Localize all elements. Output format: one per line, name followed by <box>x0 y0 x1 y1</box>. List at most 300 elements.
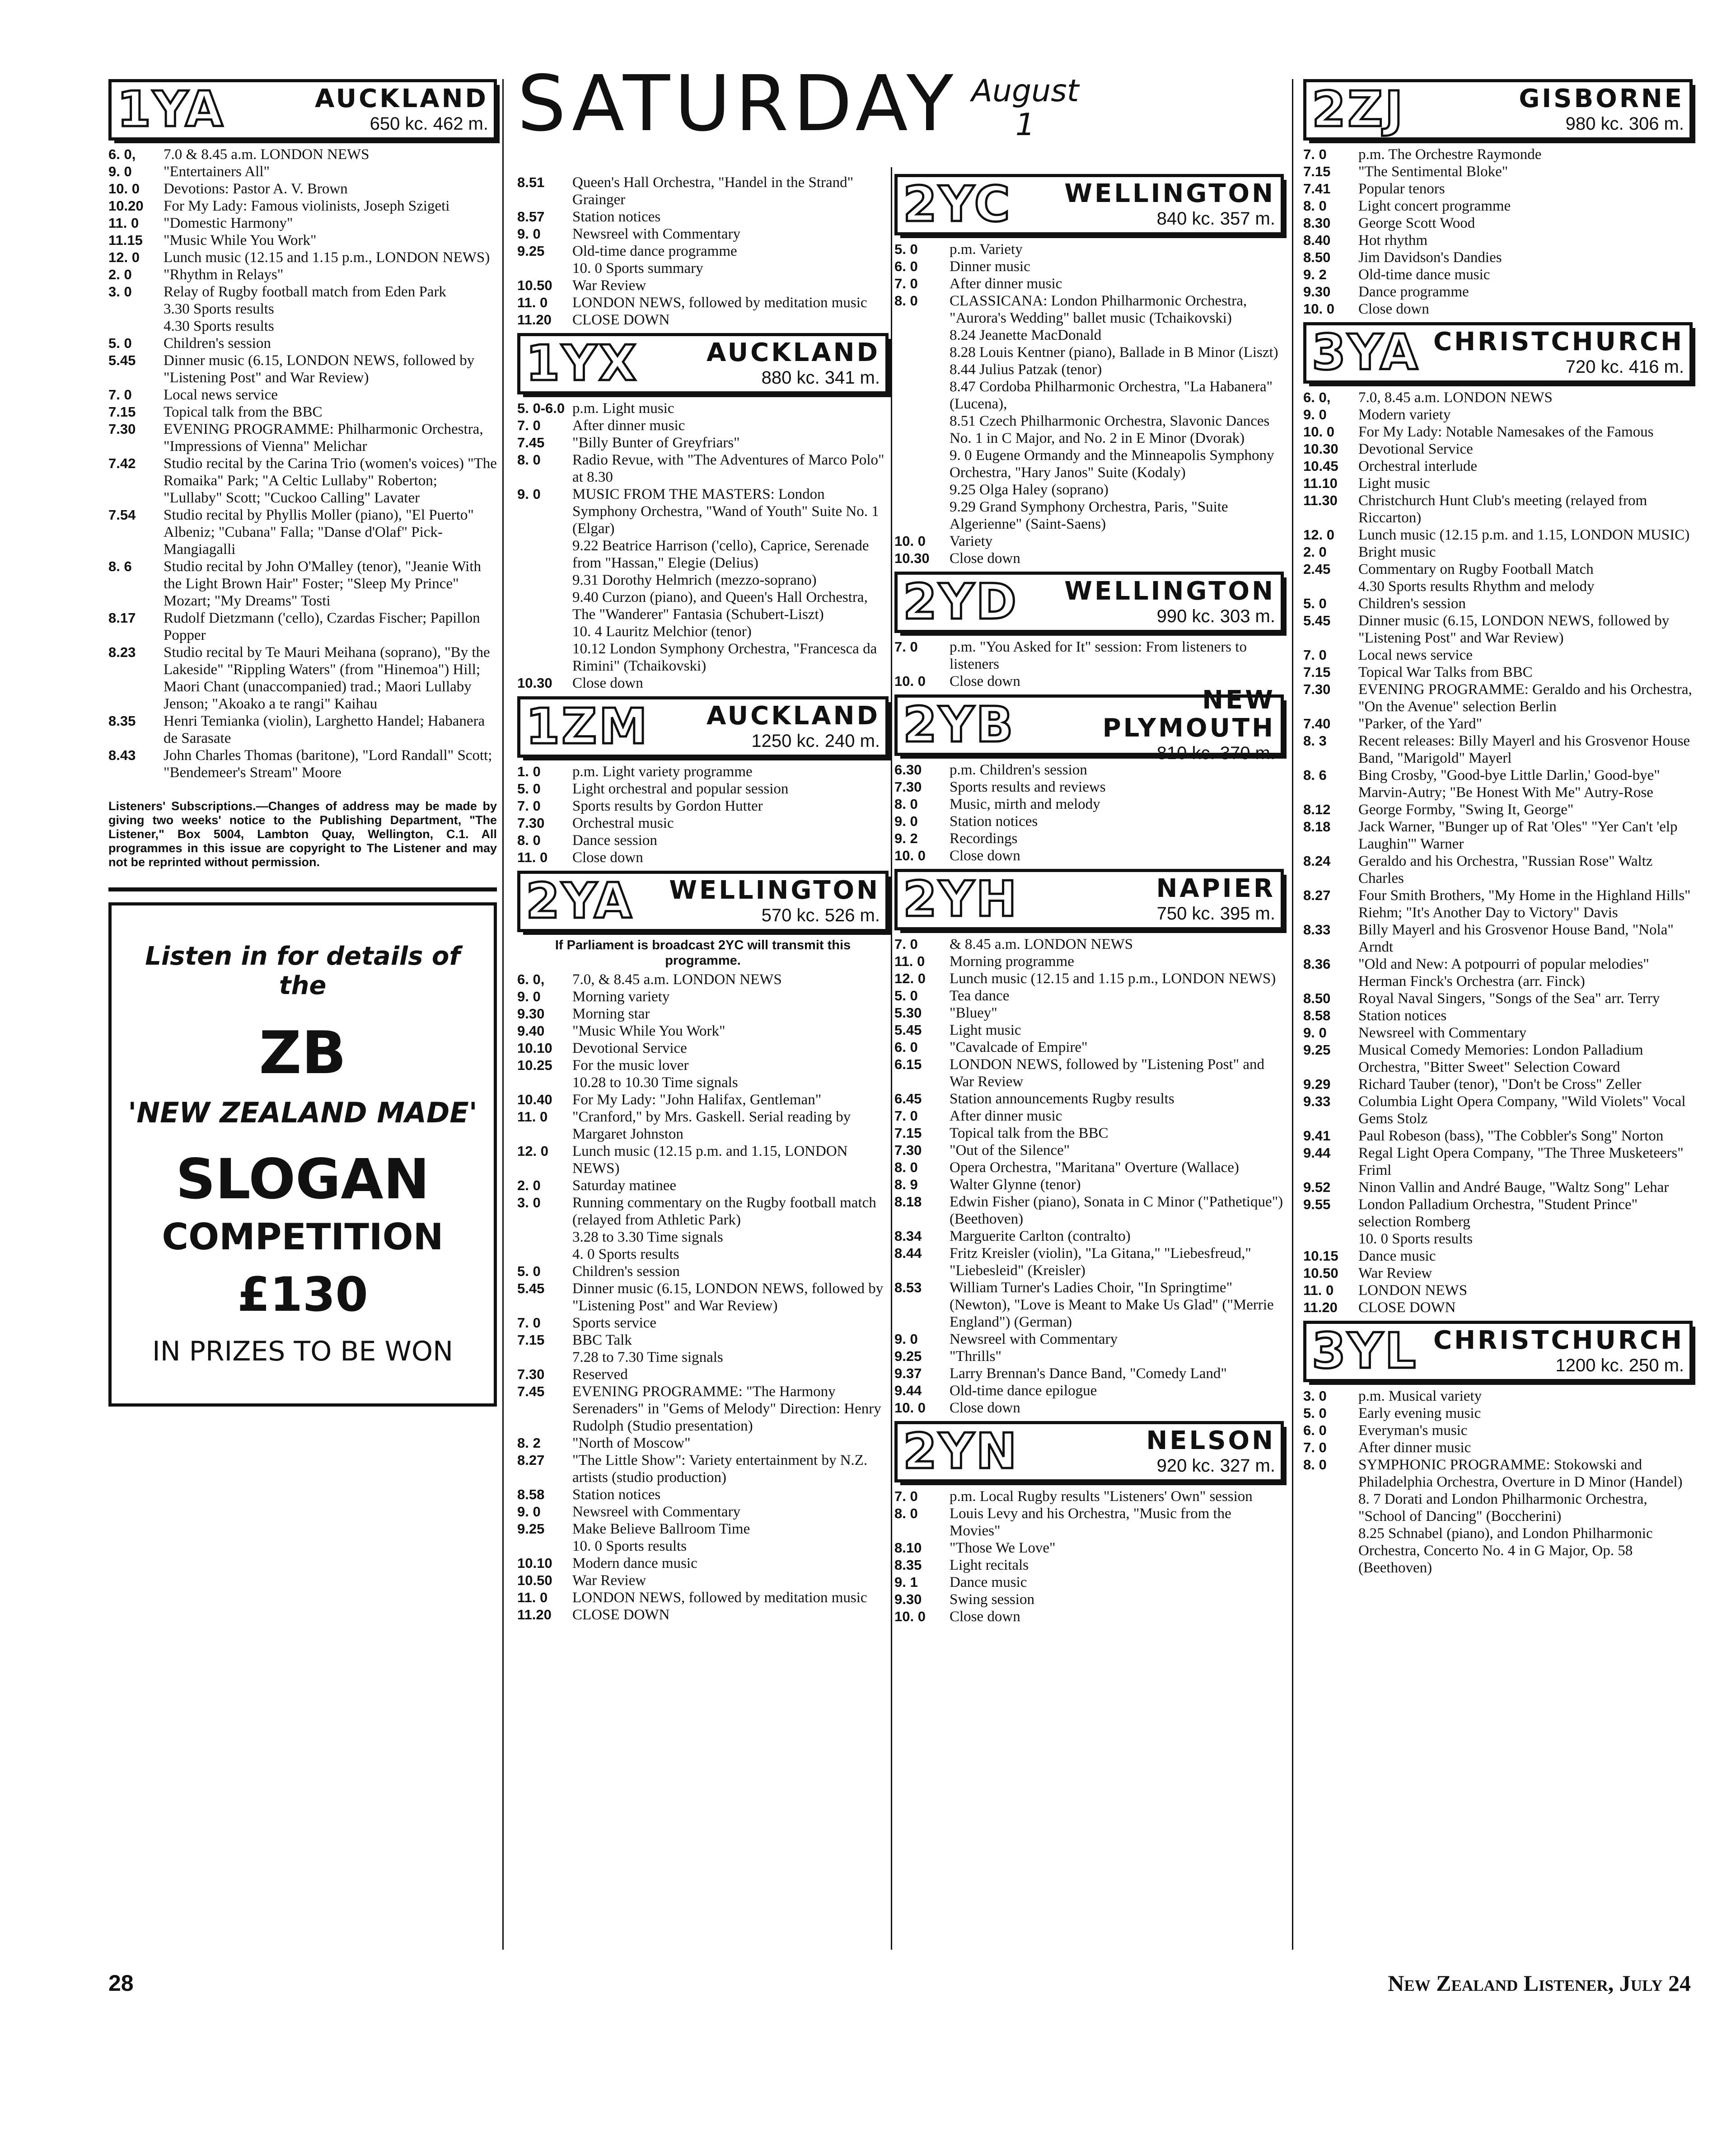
programme-entry <box>517 260 889 277</box>
programme-text: 4.30 Sports results <box>164 318 274 334</box>
programme-text: For the music lover <box>572 1057 689 1074</box>
programme-time <box>894 378 950 413</box>
programme-text: Children's session <box>1358 596 1466 612</box>
programme-time: 10.30 <box>517 675 552 691</box>
programme-time: 9. 1 <box>894 1574 918 1590</box>
programme-text: Lunch music (12.15 p.m. and 1.15, LONDON MUSIC) <box>1358 527 1690 543</box>
programme-entry <box>517 225 889 243</box>
programme-time: 6. 0 <box>894 258 918 274</box>
programme-time: 8. 0 <box>894 796 918 812</box>
programme-text: CLOSE DOWN <box>1358 1299 1456 1316</box>
programme-entry <box>1303 544 1693 561</box>
advert-line: SLOGAN <box>176 1147 430 1211</box>
programme-time: 8.33 <box>1303 922 1331 938</box>
programme-time <box>894 361 950 378</box>
programme-entry <box>108 249 497 266</box>
programme-text: Topical talk from the BBC <box>950 1125 1109 1141</box>
programme-time: 9.40 <box>517 1023 545 1039</box>
station-header <box>894 572 1284 633</box>
programme-text: Tea dance <box>950 988 1010 1004</box>
programme-time: 9. 2 <box>894 830 918 846</box>
programme-entry <box>894 987 1284 1004</box>
programme-time: 11. 0 <box>517 1109 548 1125</box>
programme-text: Sports results by Gordon Hutter <box>572 798 763 814</box>
page-footer: New Zealand Listener, July 24 <box>1388 1970 1691 1996</box>
station-header <box>108 79 497 141</box>
programme-time: 8.10 <box>894 1540 922 1556</box>
programme-entry <box>108 197 497 215</box>
programme-text: Studio recital by John O'Malley (tenor), "Jeanie With the Light Brown Hair" Foster; "Sleep My Prince" Mozart; "My Dreams" Tosti <box>164 558 481 609</box>
programme-entry <box>517 815 889 832</box>
programme-entry <box>1303 1196 1693 1230</box>
programme-text: Recordings <box>950 830 1018 847</box>
programme-text: Saturday matinee <box>572 1177 677 1194</box>
programme-list <box>517 971 889 1623</box>
programme-entry <box>1303 715 1693 732</box>
programme-time: 9.25 <box>894 1348 922 1364</box>
programme-entry <box>517 1074 889 1091</box>
station-city: NELSON <box>1146 1426 1275 1456</box>
programme-text: Walter Glynne (tenor) <box>950 1177 1081 1193</box>
programme-time: 6. 0 <box>894 1039 918 1055</box>
programme-time: 5. 0 <box>517 1263 541 1279</box>
programme-text: "Entertainers All" <box>164 164 270 180</box>
programme-text: "Domestic Harmony" <box>164 215 293 231</box>
programme-text: Commentary on Rugby Football Match <box>1358 561 1594 577</box>
programme-text: 7.0, & 8.45 a.m. LONDON NEWS <box>572 971 782 988</box>
programme-time: 8.40 <box>1303 232 1331 248</box>
programme-time: 11.20 <box>517 312 552 328</box>
programme-time: 11. 0 <box>517 295 548 310</box>
programme-time: 7.54 <box>108 507 136 523</box>
programme-text: p.m. The Orchestre Raymonde <box>1358 146 1542 163</box>
programme-text: Light recitals <box>950 1557 1029 1573</box>
programme-entry <box>1303 612 1693 647</box>
station-header <box>517 696 889 758</box>
programme-text: Recent releases: Billy Mayerl and his Grosvenor House Band, "Marigold" Mayerl <box>1358 733 1690 766</box>
station-callsign: 3YL <box>1312 1323 1418 1379</box>
station-frequency: 1200 kc. 250 m. <box>1555 1355 1684 1375</box>
programme-time: 10. 0 <box>1303 301 1334 317</box>
programme-entry <box>894 1193 1284 1228</box>
programme-time: 10. 0 <box>894 1609 926 1624</box>
programme-text: 8.28 Louis Kentner (piano), Ballade in B Minor (Liszt) <box>950 344 1278 361</box>
programme-text: Morning star <box>572 1006 650 1022</box>
programme-entry <box>1303 475 1693 492</box>
programme-text: "Rhythm in Relays" <box>164 267 284 283</box>
programme-time: 7.40 <box>1303 716 1331 732</box>
programme-entry <box>517 988 889 1005</box>
programme-entry <box>894 953 1284 970</box>
programme-entry <box>1303 1405 1693 1422</box>
programme-text: Variety <box>950 533 993 549</box>
programme-text: 10. 0 Sports results <box>572 1538 687 1554</box>
programme-text: Newsreel with Commentary <box>572 1504 741 1520</box>
programme-time: 11. 0 <box>517 1590 548 1605</box>
programme-list <box>894 761 1284 864</box>
station-note: If Parliament is broadcast 2YC will transmit this programme. <box>555 938 851 968</box>
programme-entry <box>517 1263 889 1280</box>
programme-time: 8.43 <box>108 747 136 763</box>
programme-time: 7. 0 <box>517 1315 541 1331</box>
programme-entry <box>894 761 1284 779</box>
programme-time: 7. 0 <box>1303 647 1327 663</box>
programme-text: 8.44 Julius Patzak (tenor) <box>950 361 1102 378</box>
advert-line: COMPETITION <box>162 1216 444 1258</box>
programme-time: 9.25 <box>1303 1042 1331 1058</box>
station-city: AUCKLAND <box>315 84 488 114</box>
programme-text: After dinner music <box>572 417 685 434</box>
programme-text: 9.22 Beatrice Harrison ('cello), Caprice, Serenade from "Hassan," Elegie (Delius) <box>572 538 869 571</box>
programme-time <box>517 640 572 675</box>
programme-entry <box>1303 1248 1693 1265</box>
programme-entry <box>1303 1145 1693 1179</box>
programme-text: Children's session <box>164 335 271 352</box>
programme-time: 8.24 <box>1303 853 1331 869</box>
programme-entry <box>1303 441 1693 458</box>
programme-entry <box>1303 801 1693 818</box>
programme-text: Close down <box>950 1400 1020 1416</box>
programme-entry <box>1303 458 1693 475</box>
station-header <box>894 174 1284 235</box>
programme-time: 8. 0 <box>894 1159 918 1175</box>
programme-text: 10. 0 Sports summary <box>572 260 703 277</box>
programme-time: 8. 0 <box>1303 1457 1327 1473</box>
programme-list <box>1303 389 1693 1316</box>
station-city: WELLINGTON <box>1064 577 1275 606</box>
programme-entry <box>894 1125 1284 1142</box>
programme-time: 5.30 <box>894 1005 922 1021</box>
programme-time: 7.15 <box>1303 664 1331 680</box>
programme-entry <box>1303 732 1693 767</box>
programme-time: 11.20 <box>1303 1299 1338 1315</box>
programme-entry <box>894 779 1284 796</box>
programme-time: 7.30 <box>517 1366 545 1382</box>
programme-time: 5. 0 <box>517 781 541 797</box>
programme-entry <box>517 780 889 797</box>
programme-text: Four Smith Brothers, "My Home in the Highland Hills" Riehm; "It's Another Day to Victory" Davis <box>1358 887 1691 921</box>
programme-time: 9.25 <box>517 1521 545 1537</box>
programme-entry <box>517 1435 889 1452</box>
programme-text: "The Little Show": Variety entertainment by N.Z. artists (studio production) <box>572 1452 868 1486</box>
programme-time: 8. 3 <box>1303 733 1327 749</box>
programme-entry <box>894 1557 1284 1574</box>
programme-time <box>108 300 164 318</box>
programme-time: 12. 0 <box>517 1143 548 1159</box>
programme-text: Lunch music (12.15 p.m. and 1.15, LONDON NEWS) <box>572 1143 848 1177</box>
station-frequency: 840 kc. 357 m. <box>1156 208 1275 229</box>
advert-line: Listen in for details of the <box>145 942 460 1000</box>
programme-entry <box>894 241 1284 258</box>
programme-time: 6.45 <box>894 1091 922 1107</box>
station-city: GISBORNE <box>1519 84 1684 114</box>
programme-time <box>1303 1525 1358 1576</box>
programme-time: 10.10 <box>517 1555 552 1571</box>
programme-entry <box>1303 1439 1693 1456</box>
programme-entry <box>1303 681 1693 715</box>
programme-time: 8.51 <box>517 174 545 190</box>
station-header <box>894 1421 1284 1482</box>
programme-time: 8.50 <box>1303 249 1331 265</box>
programme-entry <box>517 1194 889 1229</box>
station-city: AUCKLAND <box>707 338 880 368</box>
programme-text: "Thrills" <box>950 1348 1001 1365</box>
programme-text: Reserved <box>572 1366 628 1383</box>
programme-time: 9. 2 <box>1303 267 1327 282</box>
programme-time: 8.18 <box>1303 819 1331 835</box>
programme-text: 8.24 Jeanette MacDonald <box>950 327 1102 343</box>
programme-entry <box>894 1107 1284 1125</box>
programme-entry <box>894 258 1284 275</box>
programme-text: Close down <box>950 673 1020 690</box>
programme-text: p.m. Light variety programme <box>572 764 753 780</box>
programme-time <box>1303 578 1358 595</box>
programme-text: After dinner music <box>1358 1440 1471 1456</box>
programme-text: Music, mirth and melody <box>950 796 1100 812</box>
programme-entry <box>517 1520 889 1538</box>
programme-entry <box>1303 990 1693 1007</box>
programme-time: 7. 0 <box>517 798 541 814</box>
programme-time <box>517 572 572 589</box>
programme-text: War Review <box>572 277 646 294</box>
programme-entry <box>1303 853 1693 887</box>
programme-time: 8. 6 <box>108 558 132 574</box>
advert-line: £130 <box>237 1267 368 1322</box>
programme-time: 10.50 <box>1303 1265 1338 1281</box>
programme-text: "Billy Bunter of Greyfriars" <box>572 435 740 451</box>
programme-text: Richard Tauber (tenor), "Don't be Cross" Zeller <box>1358 1076 1642 1093</box>
station-callsign: 2YC <box>903 176 1012 233</box>
programme-text: Regal Light Opera Company, "The Three Musketeers" Friml <box>1358 1145 1684 1178</box>
programme-entry <box>517 294 889 311</box>
programme-text: Light orchestral and popular session <box>572 781 789 797</box>
station-callsign: 1YA <box>117 81 225 138</box>
programme-entry <box>517 1246 889 1263</box>
programme-list <box>894 241 1284 567</box>
competition-advert <box>108 902 497 1407</box>
programme-text: 7.28 to 7.30 Time signals <box>572 1349 723 1365</box>
programme-time: 7. 0 <box>894 936 918 952</box>
programme-text: "Music While You Work" <box>572 1023 725 1039</box>
programme-entry <box>1303 526 1693 544</box>
programme-text: Running commentary on the Rugby football match (relayed from Athletic Park) <box>572 1195 876 1228</box>
programme-time: 8.35 <box>894 1557 922 1573</box>
programme-text: Sports service <box>572 1315 657 1331</box>
programme-time <box>517 623 572 640</box>
programme-entry <box>517 1383 889 1435</box>
programme-list <box>1303 146 1693 318</box>
programme-entry <box>894 550 1284 567</box>
programme-text: Modern dance music <box>572 1555 697 1571</box>
programme-entry <box>517 208 889 225</box>
programme-time: 8. 9 <box>894 1177 918 1192</box>
programme-entry <box>108 713 497 747</box>
programme-text: John Charles Thomas (baritone), "Lord Randall" Scott; "Bendemeer's Stream" Moore <box>164 747 492 781</box>
programme-text: Orchestral interlude <box>1358 458 1477 474</box>
programme-text: Studio recital by Phyllis Moller (piano), "El Puerto" Albeniz; "Cubana" Falla; "Danse d'Olaf" Pick-Mangiagalli <box>164 507 474 558</box>
programme-text: 9. 0 Eugene Ormandy and the Minneapolis Symphony Orchestra, "Hary Janos" Suite (Kodaly) <box>950 447 1274 481</box>
programme-entry <box>517 1314 889 1332</box>
programme-text: 3.30 Sports results <box>164 301 274 317</box>
station-callsign: 3YA <box>1312 324 1420 381</box>
programme-text: & 8.45 a.m. LONDON NEWS <box>950 936 1133 952</box>
programme-list <box>1303 1388 1693 1576</box>
programme-time: 6. 0, <box>517 971 545 987</box>
programme-entry <box>894 533 1284 550</box>
programme-time: 8.27 <box>517 1452 545 1468</box>
programme-text: For My Lady: "John Halifax, Gentleman" <box>572 1092 822 1108</box>
programme-entry <box>517 1589 889 1606</box>
programme-time: 9.41 <box>1303 1128 1331 1144</box>
programme-text: Close down <box>950 1609 1020 1625</box>
programme-time: 7.15 <box>894 1125 922 1141</box>
programme-entry <box>894 1039 1284 1056</box>
programme-text: Light music <box>1358 475 1430 492</box>
programme-time: 8.57 <box>517 209 545 225</box>
programme-text: Close down <box>572 849 643 866</box>
programme-text: Devotional Service <box>572 1040 687 1056</box>
programme-time <box>517 1246 572 1263</box>
programme-entry <box>517 486 889 537</box>
programme-text: Early evening music <box>1358 1405 1481 1421</box>
programme-text: Dance music <box>1358 1248 1436 1264</box>
programme-text: 9.29 Grand Symphony Orchestra, Paris, "Suite Algerienne" (Saint-Saens) <box>950 499 1228 532</box>
programme-entry <box>517 572 889 589</box>
programme-entry <box>1303 492 1693 526</box>
programme-time: 10.30 <box>1303 441 1338 457</box>
programme-time: 9. 0 <box>1303 407 1327 422</box>
programme-time: 6.30 <box>894 762 922 778</box>
programme-time: 9. 0 <box>894 1331 918 1347</box>
programme-entry <box>1303 578 1693 595</box>
programme-entry <box>894 1348 1284 1365</box>
programme-entry <box>517 537 889 572</box>
programme-time <box>517 260 572 277</box>
station-callsign: 1ZM <box>526 699 649 755</box>
programme-entry <box>517 849 889 866</box>
programme-text: Geraldo and his Orchestra, "Russian Rose" Waltz Charles <box>1358 853 1653 887</box>
programme-time: 6.15 <box>894 1056 922 1072</box>
programme-text: MUSIC FROM THE MASTERS: London Symphony Orchestra, "Wand of Youth" Suite No. 1 (Elgar) <box>572 486 879 537</box>
programme-entry <box>894 638 1284 673</box>
programme-time <box>894 413 950 447</box>
programme-entry <box>108 610 497 644</box>
station-callsign: 1YX <box>526 335 638 392</box>
programme-entry <box>1303 249 1693 266</box>
programme-text: SYMPHONIC PROGRAMME: Stokowski and Philadelphia Orchestra, Overture in D Minor (Handel) <box>1358 1457 1683 1490</box>
programme-text: Dinner music (6.15, LONDON NEWS, followed by "Listening Post" and War Review) <box>164 352 475 386</box>
programme-entry <box>517 589 889 623</box>
programme-text: Studio recital by Te Mauri Meihana (soprano), "By the Lakeside" "Rippling Waters" (from "Hinemoa") Hill; Maori Chant (unaccompanied) trad.; Maori Lullaby Jenson; "Akoako a te rangi" Kaihau <box>164 644 490 712</box>
programme-list <box>894 936 1284 1417</box>
programme-time: 9.30 <box>1303 284 1331 300</box>
programme-entry <box>108 318 497 335</box>
programme-text: Jack Warner, "Bunger up of Rat 'Oles" "Yer Can't 'elp Laughin'" Warner <box>1358 819 1678 852</box>
programme-entry <box>894 327 1284 344</box>
programme-entry <box>517 1538 889 1555</box>
programme-time: 11.15 <box>108 232 143 248</box>
programme-text: London Palladium Orchestra, "Student Prince" selection Romberg <box>1358 1196 1638 1230</box>
programme-entry <box>1303 423 1693 441</box>
station-frequency: 920 kc. 327 m. <box>1156 1455 1275 1476</box>
programme-text: "Old and New: A potpourri of popular melodies" Herman Finck's Orchestra (arr. Finck) <box>1358 956 1649 990</box>
programme-text: Topical War Talks from BBC <box>1358 664 1533 680</box>
programme-text: Station notices <box>572 209 661 225</box>
month: August <box>971 73 1079 109</box>
programme-time: 9.44 <box>1303 1145 1331 1161</box>
programme-time <box>517 1349 572 1366</box>
programme-entry <box>517 1143 889 1177</box>
station-header <box>517 333 889 394</box>
station-callsign: 2YD <box>903 574 1018 630</box>
programme-text: Jim Davidson's Dandies <box>1358 249 1502 266</box>
programme-time: 1. 0 <box>517 764 541 779</box>
programme-time: 8.35 <box>108 713 136 729</box>
programme-text: "Those We Love" <box>950 1540 1056 1556</box>
programme-time: 9.55 <box>1303 1196 1331 1212</box>
programme-entry <box>108 644 497 713</box>
programme-entry <box>517 1452 889 1486</box>
programme-time: 7. 0 <box>1303 1440 1327 1455</box>
programme-time: 12. 0 <box>894 971 926 986</box>
programme-text: Royal Naval Singers, "Songs of the Sea" arr. Terry <box>1358 990 1660 1007</box>
programme-entry <box>517 1349 889 1366</box>
programme-text: Close down <box>572 675 643 691</box>
programme-time: 9. 0 <box>108 164 132 179</box>
programme-time: 5.45 <box>894 1022 922 1038</box>
station-callsign: 2YB <box>903 697 1015 753</box>
programme-time: 8.17 <box>108 610 136 626</box>
programme-time: 7.15 <box>1303 164 1331 179</box>
programme-entry <box>1303 266 1693 283</box>
page-number: 28 <box>108 1970 134 1996</box>
programme-text: "Out of the Silence" <box>950 1142 1070 1159</box>
programme-text: Fritz Kreisler (violin), "La Gitana," "Liebesfreud," "Liebesleid" (Kreisler) <box>950 1245 1251 1279</box>
programme-time: 11. 0 <box>1303 1282 1334 1298</box>
programme-text: EVENING PROGRAMME: Geraldo and his Orchestra, "On the Avenue" selection Berlin <box>1358 681 1692 715</box>
programme-time: 5. 0 <box>894 988 918 1004</box>
programme-time: 8.58 <box>517 1487 545 1502</box>
programme-entry <box>108 283 497 300</box>
programme-text: Studio recital by the Carina Trio (women's voices) "The Romaika" Park; "A Celtic Lullaby" Roberton; "Lullaby" Scott; "Cuckoo Calling" Lavater <box>164 455 497 506</box>
programme-entry <box>517 640 889 675</box>
programme-time: 9. 0 <box>517 226 541 242</box>
programme-entry <box>517 1023 889 1040</box>
programme-text: 4.30 Sports results Rhythm and melody <box>1358 578 1595 595</box>
programme-time: 8. 0 <box>1303 198 1327 214</box>
programme-time: 10. 0 <box>108 181 140 197</box>
programme-entry <box>894 847 1284 864</box>
programme-time: 10.30 <box>894 550 930 566</box>
programme-entry <box>517 1486 889 1503</box>
programme-entry <box>1303 767 1693 801</box>
programme-text: Old-time dance programme <box>572 243 737 259</box>
programme-entry <box>1303 1007 1693 1024</box>
programme-text: After dinner music <box>950 276 1062 292</box>
programme-time: 5. 0 <box>1303 1405 1327 1421</box>
programme-time: 10.45 <box>1303 458 1338 474</box>
programme-time: 7. 0 <box>894 1488 918 1504</box>
programme-text: Morning programme <box>950 953 1074 970</box>
programme-time: 8.12 <box>1303 802 1331 817</box>
programme-entry <box>108 335 497 352</box>
programme-entry <box>517 311 889 328</box>
programme-text: "Cranford," by Mrs. Gaskell. Serial reading by Margaret Johnston <box>572 1109 851 1142</box>
programme-time: 7.45 <box>517 435 545 450</box>
programme-time: 2. 0 <box>108 267 132 282</box>
programme-text: Local news service <box>1358 647 1473 663</box>
station-frequency: 570 kc. 526 m. <box>761 905 880 925</box>
